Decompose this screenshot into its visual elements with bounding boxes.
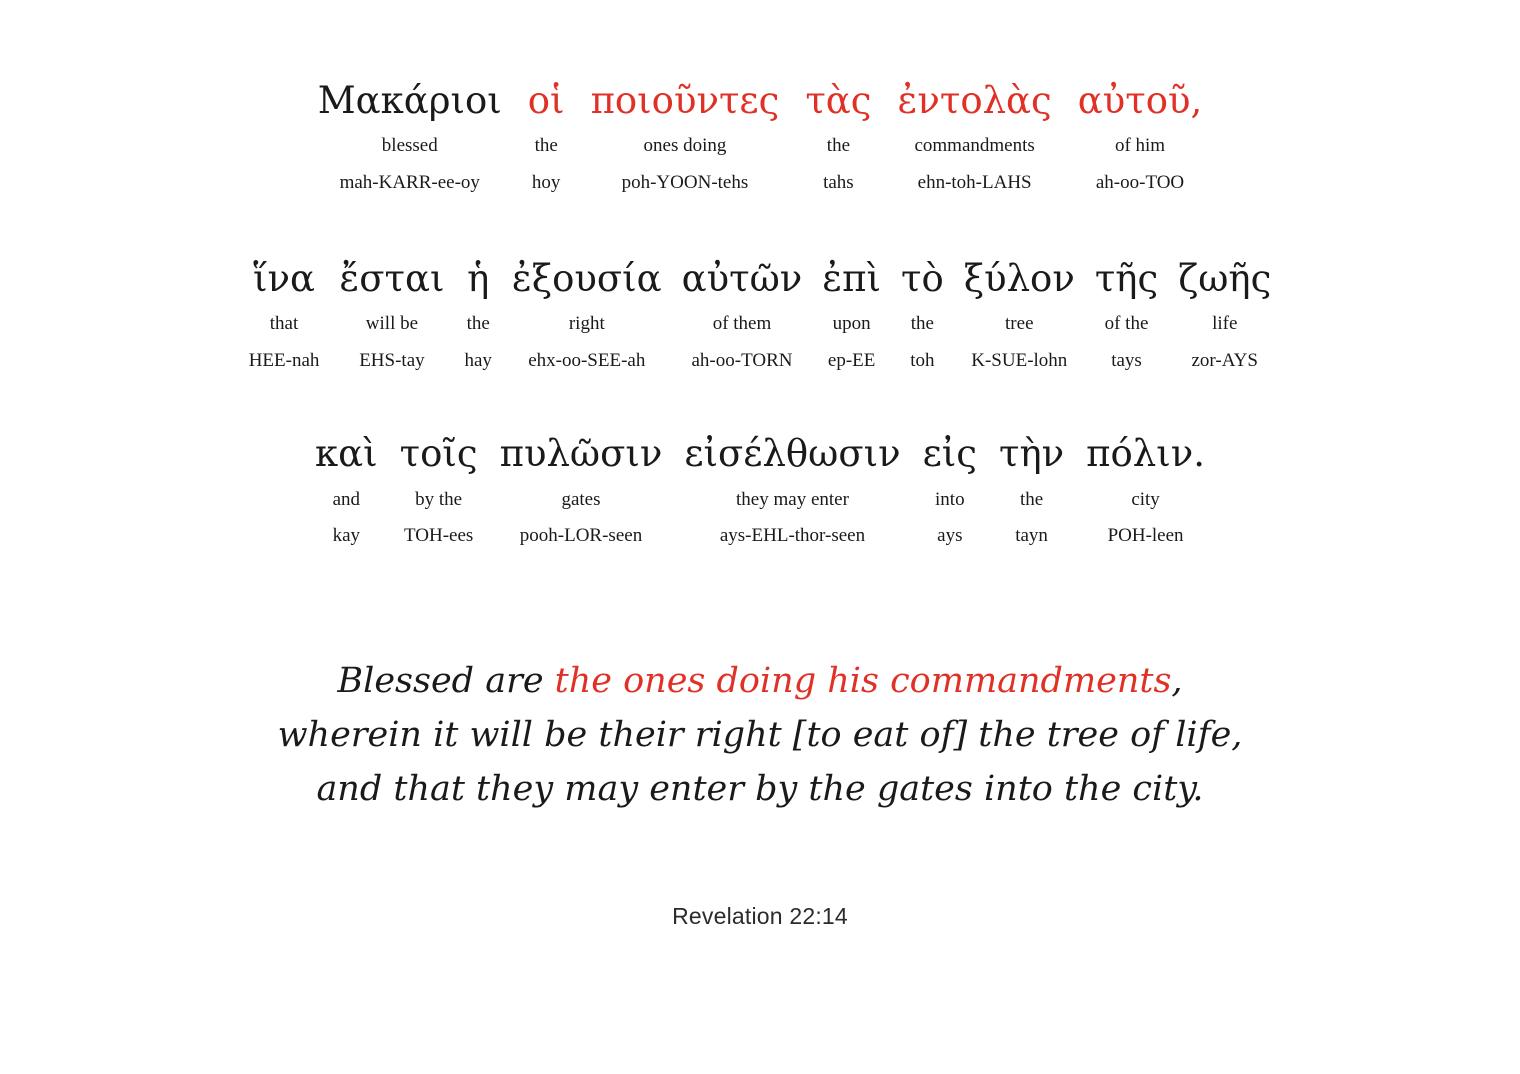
word-gloss: ones doing [643, 135, 727, 157]
greek-word: Μακάριοι [317, 79, 502, 122]
word-gloss: life [1212, 312, 1238, 334]
translation-line-1-pre: Blessed are [337, 660, 555, 701]
word-gloss: blessed [381, 135, 438, 157]
word-column [489, 431, 674, 549]
word-transliteration: ehx-oo-SEE-ah [528, 349, 646, 371]
word-transliteration: tays [1111, 349, 1142, 371]
word-column [1075, 431, 1216, 549]
greek-word: τῆς [1094, 256, 1159, 300]
word-column [502, 256, 672, 374]
word-gloss: right [568, 312, 605, 334]
word-transliteration: zor-AYS [1191, 349, 1258, 371]
word-column [812, 256, 891, 374]
greek-word: αὐτῶν [681, 256, 803, 300]
word-transliteration: toh [910, 349, 935, 371]
greek-word: πυλῶσιν [499, 432, 663, 476]
greek-word: ἵνα [253, 256, 316, 300]
word-transliteration: hoy [531, 171, 561, 193]
word-column [1168, 256, 1281, 374]
word-column [672, 256, 813, 374]
greek-word: τὰς [805, 79, 872, 122]
greek-word: οἱ [527, 79, 565, 122]
word-transliteration: pooh-LOR-seen [519, 525, 643, 547]
word-transliteration: tayn [1015, 525, 1048, 547]
greek-word: εἰσέλθωσιν [684, 432, 901, 476]
word-transliteration: HEE-nah [248, 349, 320, 371]
word-column [1065, 78, 1215, 196]
word-transliteration: ays [937, 525, 963, 547]
word-column [454, 256, 501, 374]
word-gloss: that [269, 312, 299, 334]
word-column [1085, 256, 1168, 374]
greek-word: ἔσται [339, 256, 445, 300]
word-gloss: city [1131, 488, 1160, 510]
word-gloss: the [466, 312, 490, 334]
translation-line-1 [278, 654, 1243, 708]
word-gloss: upon [832, 312, 871, 334]
greek-word: αὐτοῦ, [1077, 79, 1203, 122]
word-transliteration: ep-EE [827, 349, 876, 371]
word-transliteration: ah-oo-TORN [691, 349, 793, 371]
greek-word: ἐξουσία [511, 256, 662, 300]
greek-word: εἰς [922, 432, 978, 476]
word-gloss: of him [1114, 135, 1166, 157]
word-gloss: tree [1005, 312, 1034, 334]
word-column [578, 78, 793, 196]
greek-word: ἐπὶ [822, 256, 881, 300]
word-transliteration: ah-oo-TOO [1095, 171, 1185, 193]
interlinear-block [60, 70, 1460, 549]
word-gloss: and [332, 488, 361, 510]
word-column [389, 431, 489, 549]
word-column [305, 78, 515, 196]
word-column [792, 78, 884, 196]
greek-word: ξύλον [963, 256, 1075, 300]
word-transliteration: mah-KARR-ee-oy [339, 171, 480, 193]
greek-word: ἡ [467, 256, 490, 300]
translation-line-2: wherein it will be their right [to eat of] the tree of life, [277, 715, 1243, 756]
word-transliteration: kay [332, 525, 361, 547]
word-transliteration: EHS-tay [359, 349, 425, 371]
word-gloss: they may enter [736, 488, 849, 510]
word-transliteration: tahs [823, 171, 854, 193]
word-gloss: the [910, 312, 934, 334]
translation-line-3: and that they may enter by the gates into the city. [316, 769, 1204, 810]
word-transliteration: TOH-ees [404, 525, 474, 547]
translation-block [278, 654, 1243, 817]
word-column [329, 256, 454, 374]
translation-highlight: the ones doing his commandments [554, 660, 1172, 701]
scripture-reference: Revelation 22:14 [672, 902, 848, 929]
word-gloss: of them [712, 312, 772, 334]
word-gloss: into [935, 488, 965, 510]
verse-line-3 [304, 431, 1216, 549]
word-column [885, 78, 1065, 196]
word-gloss: the [534, 135, 558, 157]
word-gloss: will be [365, 312, 419, 334]
word-transliteration: K-SUE-lohn [971, 349, 1068, 371]
word-column [673, 431, 911, 549]
word-transliteration: ehn-toh-LAHS [917, 171, 1032, 193]
word-transliteration: hay [464, 349, 492, 371]
word-column [988, 431, 1075, 549]
word-column [954, 256, 1085, 374]
word-gloss: by the [415, 488, 463, 510]
greek-word: τὸ [900, 256, 944, 300]
greek-word: τὴν [999, 432, 1065, 476]
word-column [515, 78, 578, 196]
translation-line-1-post: , [1171, 660, 1183, 701]
word-transliteration: POH-leen [1107, 525, 1184, 547]
word-column [304, 431, 389, 549]
word-transliteration: ays-EHL-thor-seen [719, 525, 866, 547]
verse-line-1 [305, 78, 1216, 196]
verse-line-2 [239, 256, 1282, 374]
greek-word: ἐντολὰς [897, 79, 1052, 122]
greek-word: πόλιν. [1086, 432, 1205, 476]
word-gloss: the [1019, 488, 1044, 510]
word-transliteration: poh-YOON-tehs [621, 171, 749, 193]
word-gloss: commandments [914, 135, 1035, 157]
greek-word: καὶ [315, 432, 378, 476]
word-gloss: of the [1104, 312, 1149, 334]
greek-word: τοῖς [399, 432, 478, 476]
word-gloss: the [826, 135, 851, 157]
greek-word: ποιοῦντες [590, 79, 780, 122]
word-gloss: gates [561, 488, 601, 510]
greek-word: ζωῆς [1178, 256, 1272, 300]
word-column [912, 431, 988, 549]
word-column [891, 256, 954, 374]
word-column [239, 256, 330, 374]
